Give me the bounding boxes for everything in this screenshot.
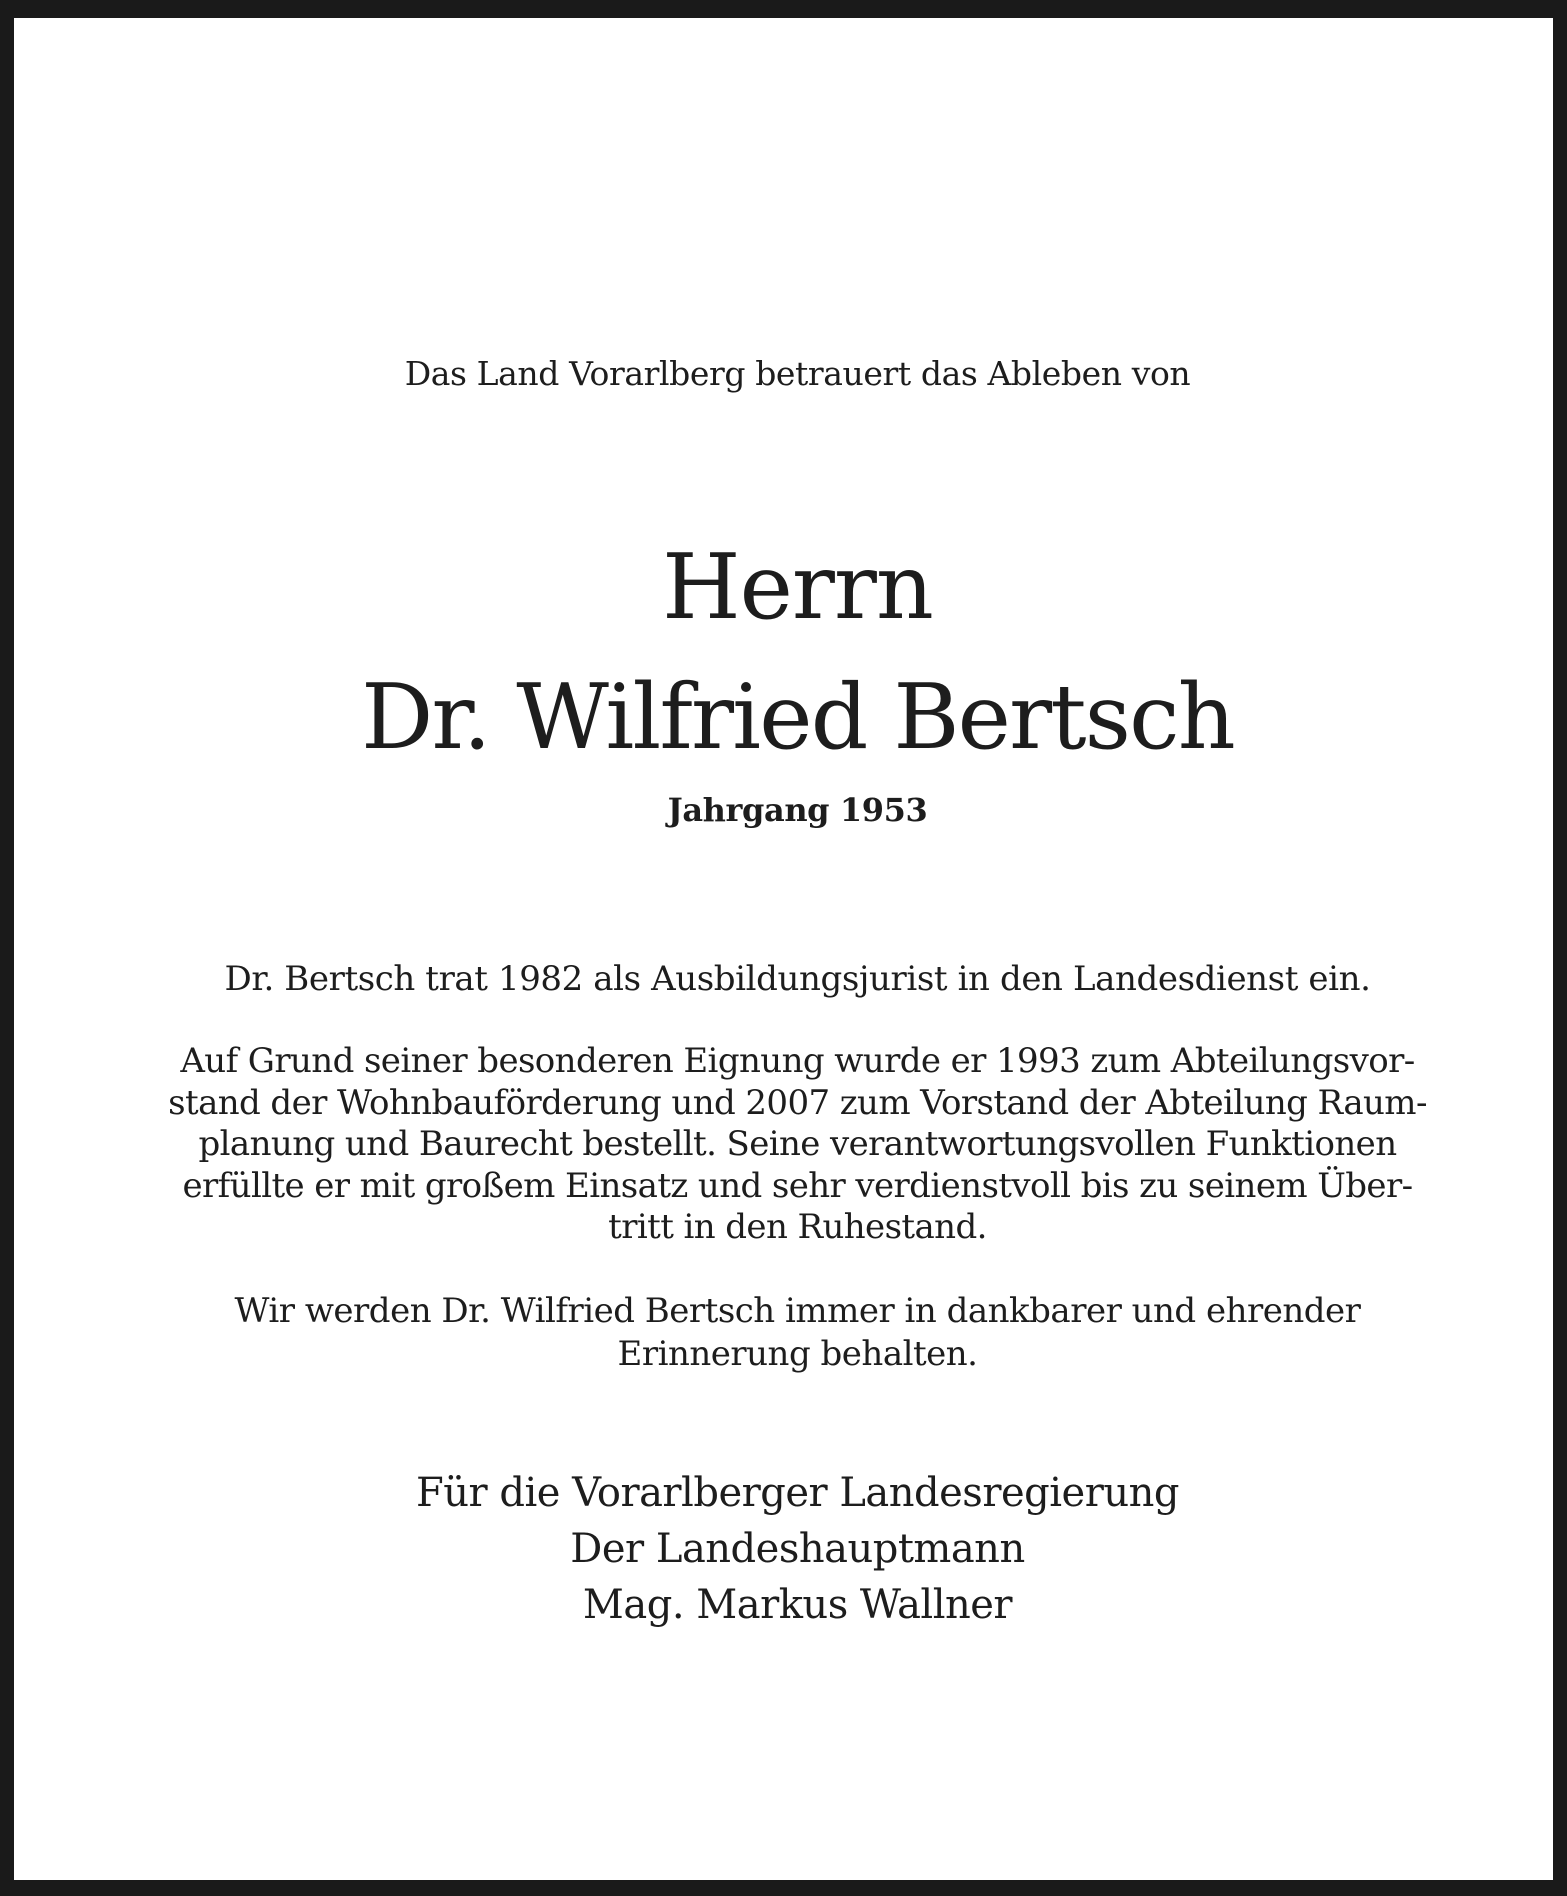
signature-organization: Für die Vorarlberger Landesregierung (416, 1470, 1179, 1516)
remembrance-line: Wir werden Dr. Wilfried Bertsch immer in dankbarer und ehrender (234, 1291, 1361, 1331)
career-paragraph-line: Auf Grund seiner besonderen Eignung wurde er 1993 zum Abteilungsvor- (180, 1041, 1415, 1081)
remembrance-line: Erinnerung behalten. (617, 1334, 978, 1374)
remembrance-paragraph (14, 1290, 1567, 1376)
career-paragraph-line: tritt in den Ruhestand. (608, 1207, 987, 1247)
career-paragraph-line: planung und Baurecht bestellt. Seine verantwortungsvollen Funktionen (198, 1124, 1397, 1164)
intro-text: Das Land Vorarlberg betrauert das Ableben von (404, 354, 1191, 393)
career-paragraph-line: erfüllte er mit großem Einsatz und sehr verdienstvoll bis zu seinem Über- (182, 1165, 1413, 1206)
signature-title: Der Landeshauptmann (570, 1526, 1025, 1572)
salutation: Herrn (662, 535, 933, 640)
birth-year: Jahrgang 1953 (667, 791, 928, 829)
career-start-paragraph: Dr. Bertsch trat 1982 als Ausbildungsjurist in den Landesdienst ein. (224, 959, 1371, 999)
signature-name: Mag. Markus Wallner (582, 1582, 1013, 1628)
career-paragraph (14, 1041, 1567, 1249)
career-paragraph-line: stand der Wohnbauförderung und 2007 zum Vorstand der Abteilung Raum- (168, 1082, 1427, 1123)
deceased-name: Dr. Wilfried Bertsch (361, 665, 1234, 770)
signature-block (14, 1465, 1567, 1633)
